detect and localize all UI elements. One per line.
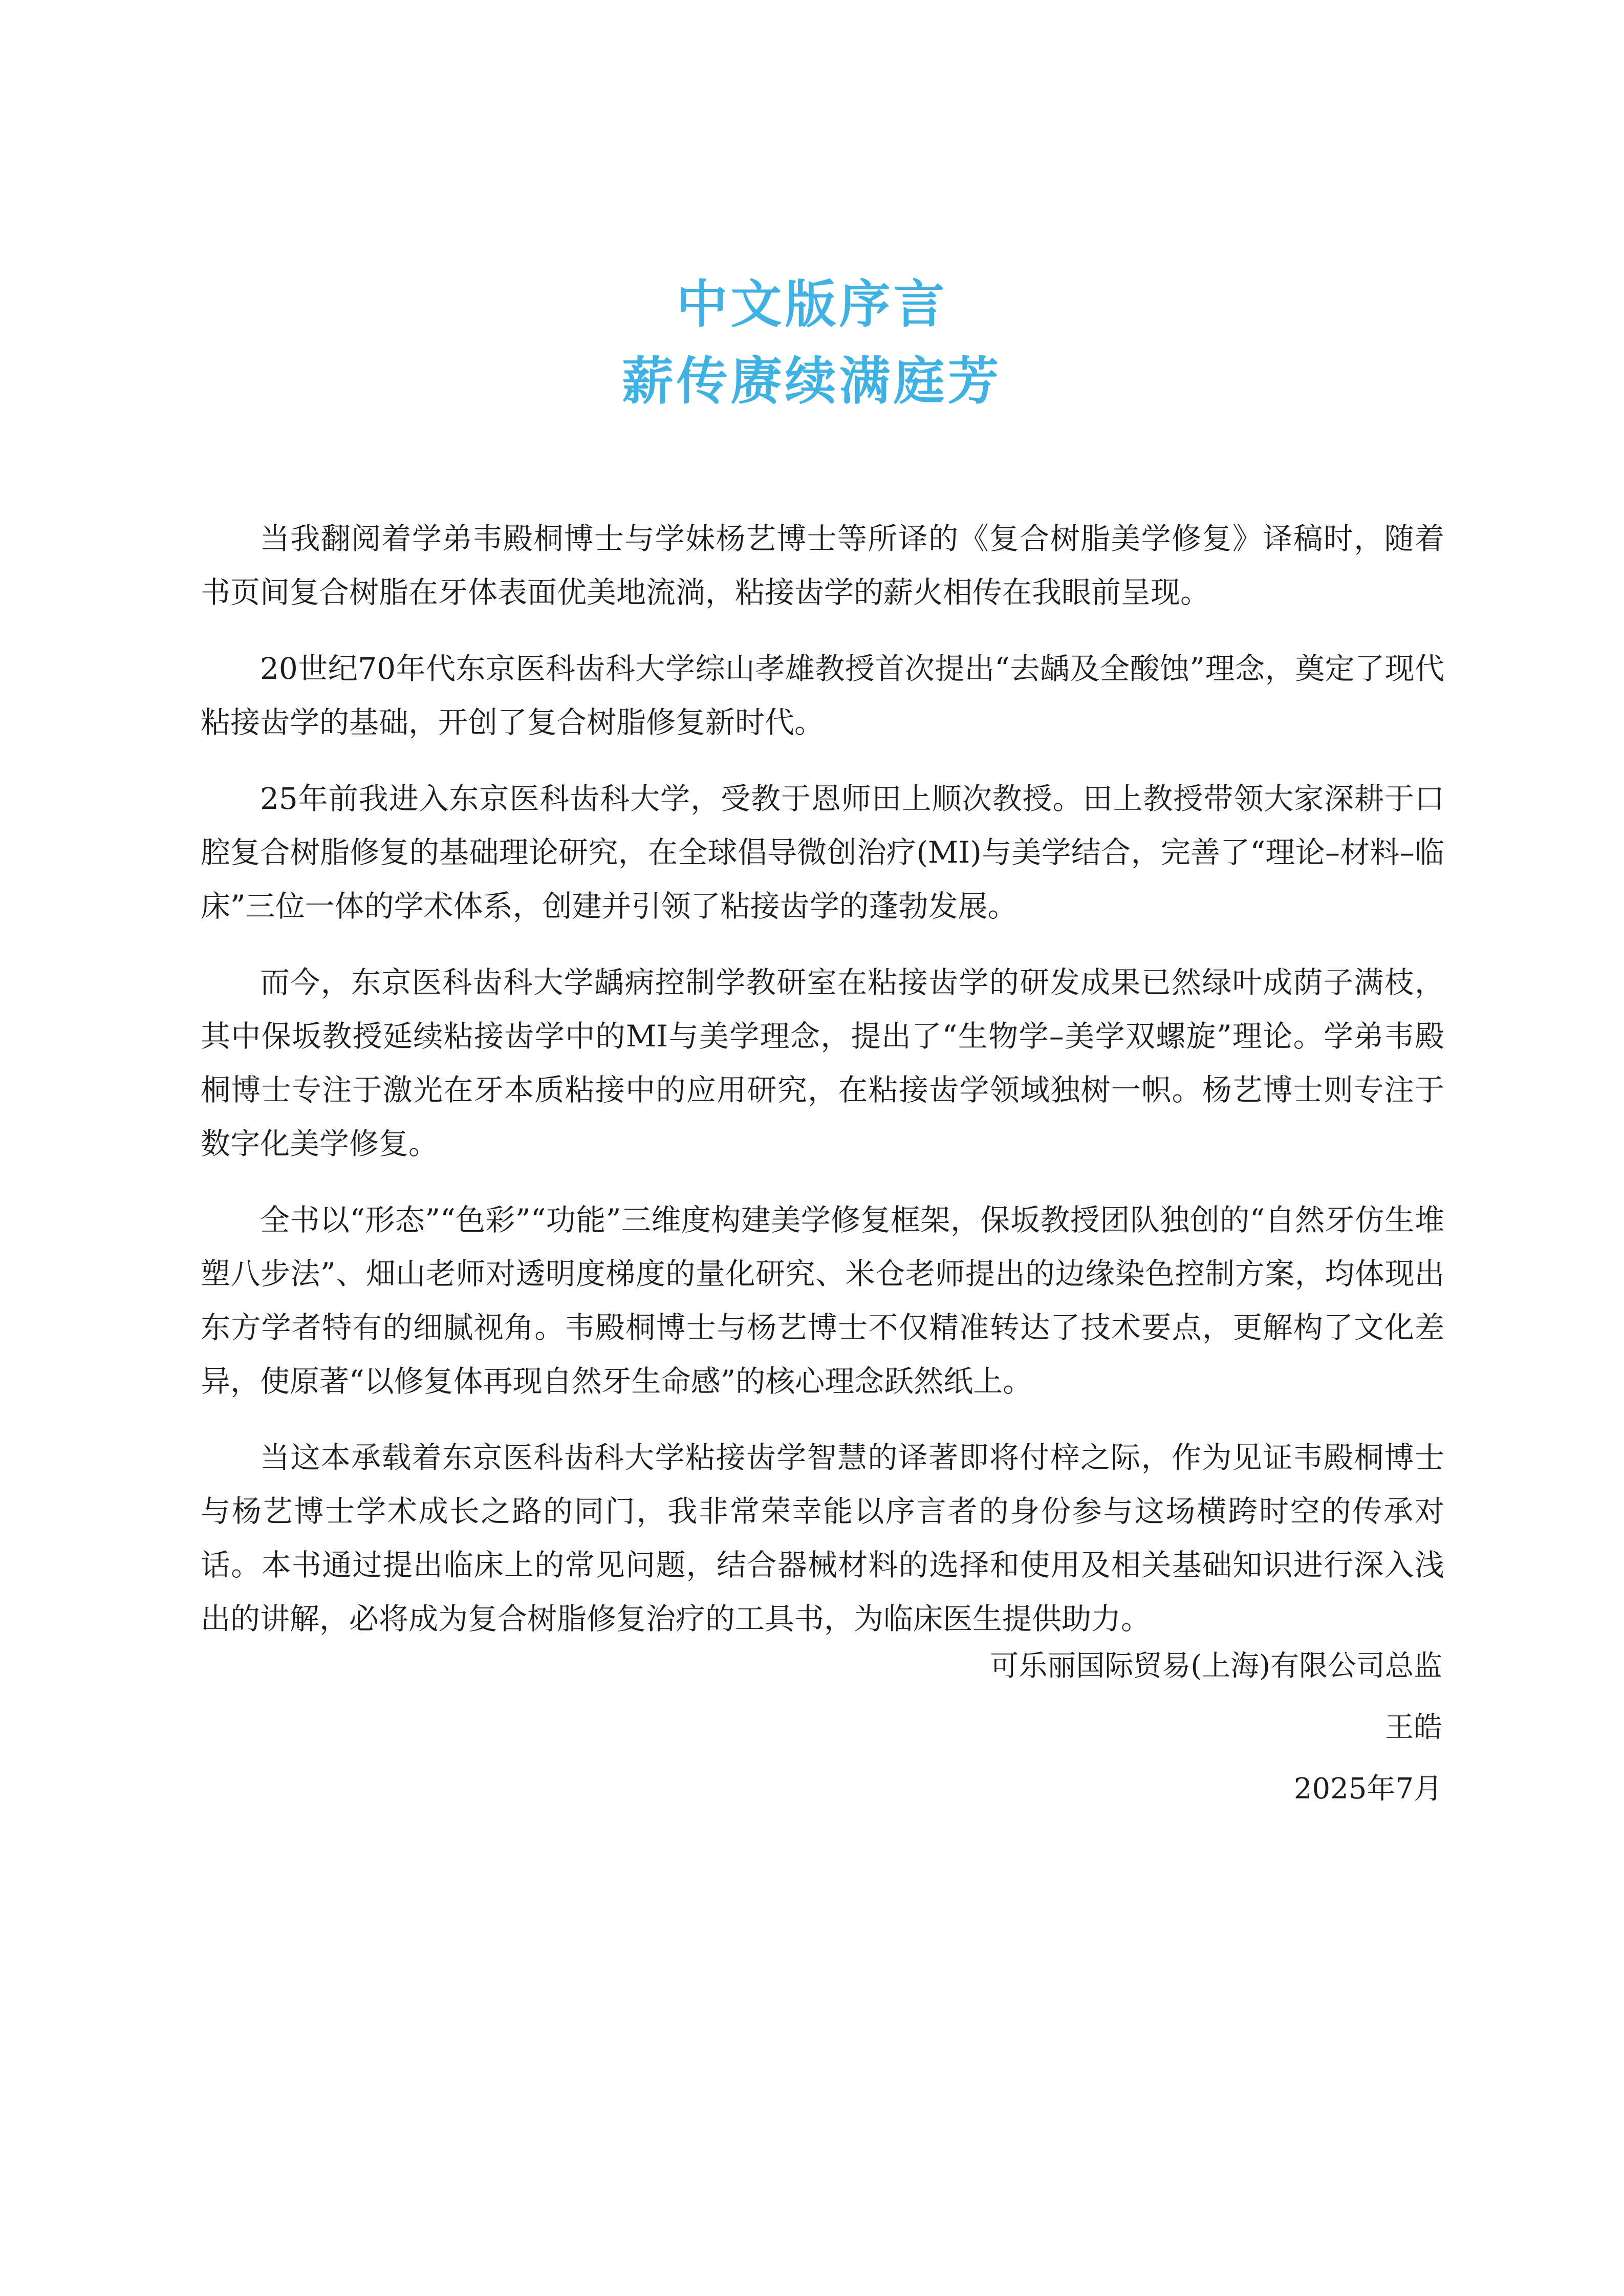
title-line-1: 中文版序言	[676, 274, 948, 334]
paragraph: 25年前我进入东京医科齿科大学，受教于恩师田上顺次教授。田上教授带领大家深耕于口腔复合树脂修复的基础理论研究，在全球倡导微创治疗(MI)与美学结合，完善了“理论–材料–临床”三位一体的学术体系，创建并引领了粘接齿学的蓬勃发展。	[201, 781, 1444, 924]
preface-title	[0, 266, 1624, 420]
paragraph: 全书以“形态”“色彩”“功能”三维度构建美学修复框架，保坂教授团队独创的“自然牙仿生堆塑八步法”、畑山老师对透明度梯度的量化研究、米仓老师提出的边缘染色控制方案，均体现出东方学者特有的细腻视角。韦殿桐博士与杨艺博士不仅精准转达了技术要点，更解构了文化差异，使原著“以修复体再现自然牙生命感”的核心理念跃然纸上。	[201, 1203, 1444, 1399]
signature-date: 2025年7月	[1293, 1772, 1442, 1806]
signature-block	[990, 1636, 1442, 1820]
paragraph: 当我翻阅着学弟韦殿桐博士与学妹杨艺博士等所译的《复合树脂美学修复》译稿时，随着书页间复合树脂在牙体表面优美地流淌，粘接齿学的薪火相传在我眼前呈现。	[201, 521, 1444, 610]
title-line-2: 薪传赓续满庭芳	[622, 351, 1002, 411]
signature-name: 王皓	[1385, 1711, 1442, 1744]
paragraph: 20世纪70年代东京医科齿科大学综山孝雄教授首次提出“去龋及全酸蚀”理念，奠定了现代粘接齿学的基础，开创了复合树脂修复新时代。	[201, 651, 1444, 740]
signature-organization: 可乐丽国际贸易(上海)有限公司总监	[990, 1649, 1442, 1683]
paragraph: 当这本承载着东京医科齿科大学粘接齿学智慧的译著即将付梓之际，作为见证韦殿桐博士与杨艺博士学术成长之路的同门，我非常荣幸能以序言者的身份参与这场横跨时空的传承对话。本书通过提出临床上的常见问题，结合器械材料的选择和使用及相关基础知识进行深入浅出的讲解，必将成为复合树脂修复治疗的工具书，为临床医生提供助力。	[201, 1440, 1444, 1636]
paragraph: 而今，东京医科齿科大学龋病控制学教研室在粘接齿学的研发成果已然绿叶成荫子满枝，其中保坂教授延续粘接齿学中的MI与美学理念，提出了“生物学–美学双螺旋”理论。学弟韦殿桐博士专注于激光在牙本质粘接中的应用研究，在粘接齿学领域独树一帜。杨艺博士则专注于数字化美学修复。	[201, 965, 1444, 1161]
preface-body	[201, 512, 1444, 1668]
